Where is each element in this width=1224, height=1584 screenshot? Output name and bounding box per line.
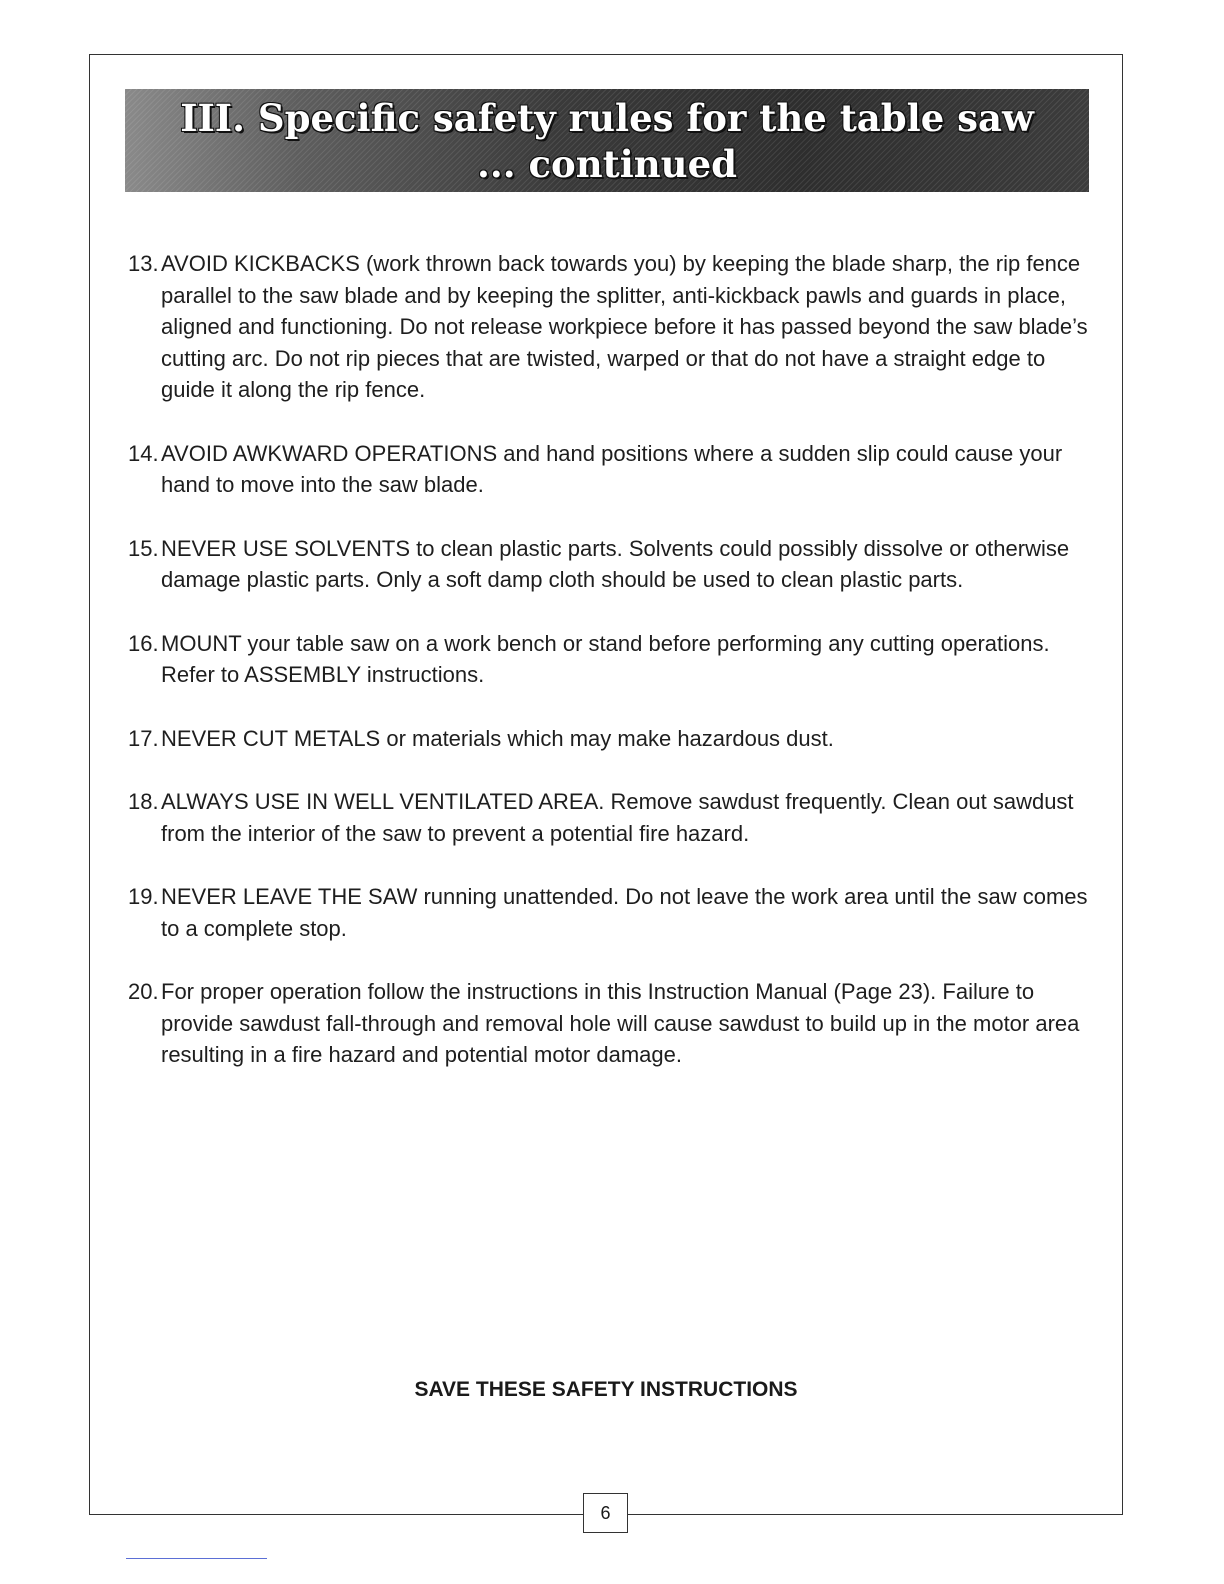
save-instructions-note: SAVE THESE SAFETY INSTRUCTIONS (414, 1378, 798, 1401)
rule-text: NEVER CUT METALS or materials which may make hazardous dust. (161, 725, 834, 751)
rule-text: MOUNT your table saw on a work bench or stand before performing any cutting operations. Refer to ASSEMBLY instructions. (161, 630, 1050, 687)
section-header-banner (125, 89, 1089, 192)
rule-text: NEVER LEAVE THE SAW running unattended. Do not leave the work area until the saw comes to a complete stop. (161, 884, 1088, 941)
rule-number: 20. (128, 979, 159, 1004)
rule-number: 19. (128, 884, 159, 909)
bottom-rule-left (89, 1514, 583, 1515)
rule-number: 14. (128, 440, 159, 466)
rule-item-13 (128, 248, 1098, 406)
rule-number: 18. (128, 789, 159, 814)
rule-number: 15. (128, 535, 159, 561)
rule-item-20 (128, 976, 1098, 1071)
rule-item-17 (128, 723, 1098, 755)
rule-text: NEVER USE SOLVENTS to clean plastic parts. Solvents could possibly dissolve or otherwise damage plastic parts. Only a soft damp cloth should be used to clean plastic parts. (161, 535, 1070, 592)
rule-text: AVOID KICKBACKS (work thrown back towards you) by keeping the blade sharp, the rip fence parallel to the saw blade and by keeping the splitter, anti-kickback pawls and guards in place, aligned and functioning. Do not release workpiece before it has passed beyond the saw blade’s cutting arc. Do not rip pieces that are twisted, warped or that do not have a straight edge to guide it along the rip fence. (161, 251, 1088, 402)
section-title: III. Specific safety rules for the table saw (180, 95, 1034, 140)
rule-text: AVOID AWKWARD OPERATIONS and hand positions where a sudden slip could cause your hand to move into the saw blade. (161, 440, 1063, 497)
rule-text: ALWAYS USE IN WELL VENTILATED AREA. Remove sawdust frequently. Clean out sawdust from the interior of the saw to prevent a potential fire hazard. (161, 789, 1074, 846)
rule-item-15 (128, 533, 1098, 596)
rule-item-16 (128, 628, 1098, 691)
rule-item-14 (128, 438, 1098, 501)
safety-rules-list (128, 248, 1098, 1103)
rule-text: For proper operation follow the instructions in this Instruction Manual (Page 23). Failure to provide sawdust fall-through and removal hole will cause sawdust to build up in the motor area resulting in a fire hazard and potential motor damage. (161, 979, 1080, 1067)
bottom-rule-right (628, 1514, 1123, 1515)
section-title-continued: ... continued (477, 141, 737, 186)
rule-number: 16. (128, 630, 159, 656)
rule-number: 13. (128, 251, 159, 276)
rule-item-18 (128, 786, 1098, 849)
rule-number: 17. (128, 725, 159, 751)
footer-underline (126, 1558, 267, 1559)
rule-item-19 (128, 881, 1098, 944)
page-number: 6 (583, 1493, 628, 1533)
